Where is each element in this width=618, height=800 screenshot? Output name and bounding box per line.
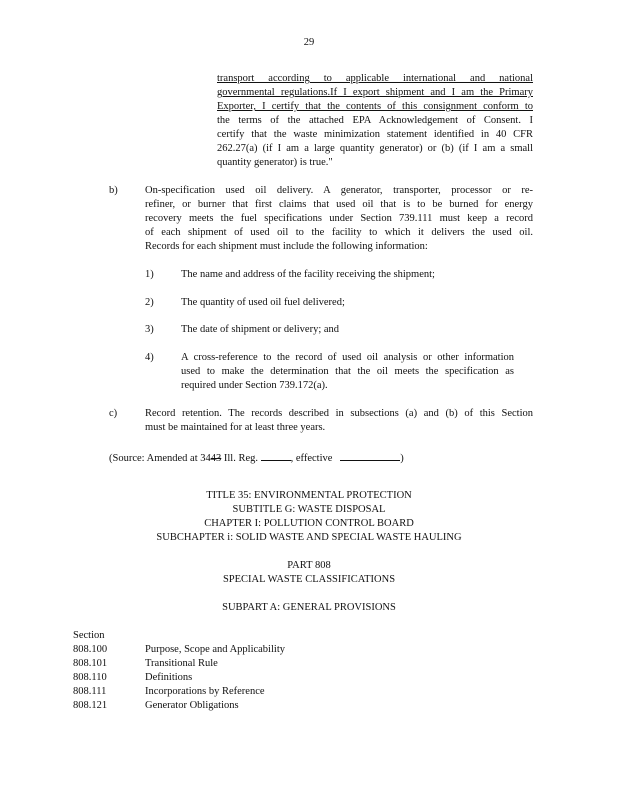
- para-c-label: c): [109, 408, 118, 419]
- toc-row: [73, 643, 533, 657]
- toc-section-number: 808.110: [73, 672, 107, 683]
- item-label: 4): [145, 352, 154, 363]
- toc-row: [73, 685, 533, 699]
- toc-list: [73, 643, 533, 713]
- struck-text: 43: [210, 453, 222, 464]
- subchapter-line: SUBCHAPTER i: SOLID WASTE AND SPECIAL WASTE HAULING: [156, 532, 462, 543]
- toc-section-title: Purpose, Scope and Applicability: [145, 644, 285, 655]
- subpart-heading: SUBPART A: GENERAL PROVISIONS: [222, 602, 396, 613]
- part-line: PART 808: [287, 560, 331, 571]
- quote-line: Exporter, I certify that the contents of this consignment conform to: [217, 101, 533, 112]
- toc-section-number: 808.111: [73, 686, 107, 697]
- title-line: TITLE 35: ENVIRONMENTAL PROTECTION: [206, 490, 412, 501]
- item-line: A cross-reference to the record of used oil analysis or other information: [181, 352, 514, 363]
- para-b-body: [145, 184, 533, 254]
- para-b-line: Records for each shipment must include the following information:: [145, 241, 428, 252]
- quote-line: governmental regulations.If I export shipment and I am the Primary: [217, 87, 533, 98]
- para-b-line: refiner, or burner that first claims that used oil that is to be burned for energy: [145, 199, 533, 210]
- para-b-line: of each shipment of used oil to the facility to which it delivers the used oil.: [145, 227, 533, 238]
- toc-section-title: Definitions: [145, 672, 193, 683]
- blank-effective-date: [340, 449, 400, 461]
- item-line: required under Section 739.172(a).: [181, 380, 328, 391]
- item-label: 2): [145, 297, 154, 308]
- quote-line: certify that the waste minimization statement identified in 40 CFR: [217, 129, 533, 140]
- page-number: 29: [303, 37, 315, 48]
- para-c-line: must be maintained for at least three years.: [145, 422, 326, 433]
- source-note: (Source: Amended at 3443 Ill. Reg. , effective ): [109, 449, 404, 466]
- toc-section-title: Transitional Rule: [145, 658, 218, 669]
- title-block: [0, 489, 618, 545]
- item-line: used to make the determination that the oil meets the specification as: [181, 366, 514, 377]
- part-title-line: SPECIAL WASTE CLASSIFICATIONS: [222, 574, 396, 585]
- para-c-body: [145, 407, 533, 435]
- chapter-line: CHAPTER I: POLLUTION CONTROL BOARD: [204, 518, 414, 529]
- item-text: The quantity of used oil fuel delivered;: [181, 297, 345, 308]
- part-block: [0, 559, 618, 587]
- toc-header: Section: [73, 630, 105, 641]
- certification-quote: [217, 72, 533, 170]
- toc-section-title: Incorporations by Reference: [145, 686, 265, 697]
- quote-line: transport according to applicable international and national: [217, 73, 533, 84]
- item-label: 1): [145, 269, 154, 280]
- toc-row: [73, 699, 533, 713]
- quote-line: the terms of the attached EPA Acknowledgement of Consent. I: [217, 115, 533, 126]
- para-b-line: On-specification used oil delivery. A generator, transporter, processor or re-: [145, 185, 533, 196]
- toc-section-title: Generator Obligations: [145, 700, 239, 711]
- item-label: 3): [145, 324, 154, 335]
- subtitle-line: SUBTITLE G: WASTE DISPOSAL: [232, 504, 386, 515]
- blank-register-page: [261, 449, 291, 461]
- toc-row: [73, 671, 533, 685]
- toc-section-number: 808.101: [73, 658, 108, 669]
- quote-line: quantity generator) is true.": [217, 157, 333, 168]
- toc-section-number: 808.100: [73, 644, 108, 655]
- para-b-label: b): [109, 185, 118, 196]
- para-c-line: Record retention. The records described in subsections (a) and (b) of this Section: [145, 408, 533, 419]
- toc-row: [73, 657, 533, 671]
- item-text: The name and address of the facility receiving the shipment;: [181, 269, 435, 280]
- para-b-line: recovery meets the fuel specifications under Section 739.111 must keep a record: [145, 213, 533, 224]
- quote-line: 262.27(a) (if I am a large quantity generator) or (b) (if I am a small: [217, 143, 533, 154]
- item-text: [181, 351, 514, 393]
- item-text: The date of shipment or delivery; and: [181, 324, 340, 335]
- toc-section-number: 808.121: [73, 700, 108, 711]
